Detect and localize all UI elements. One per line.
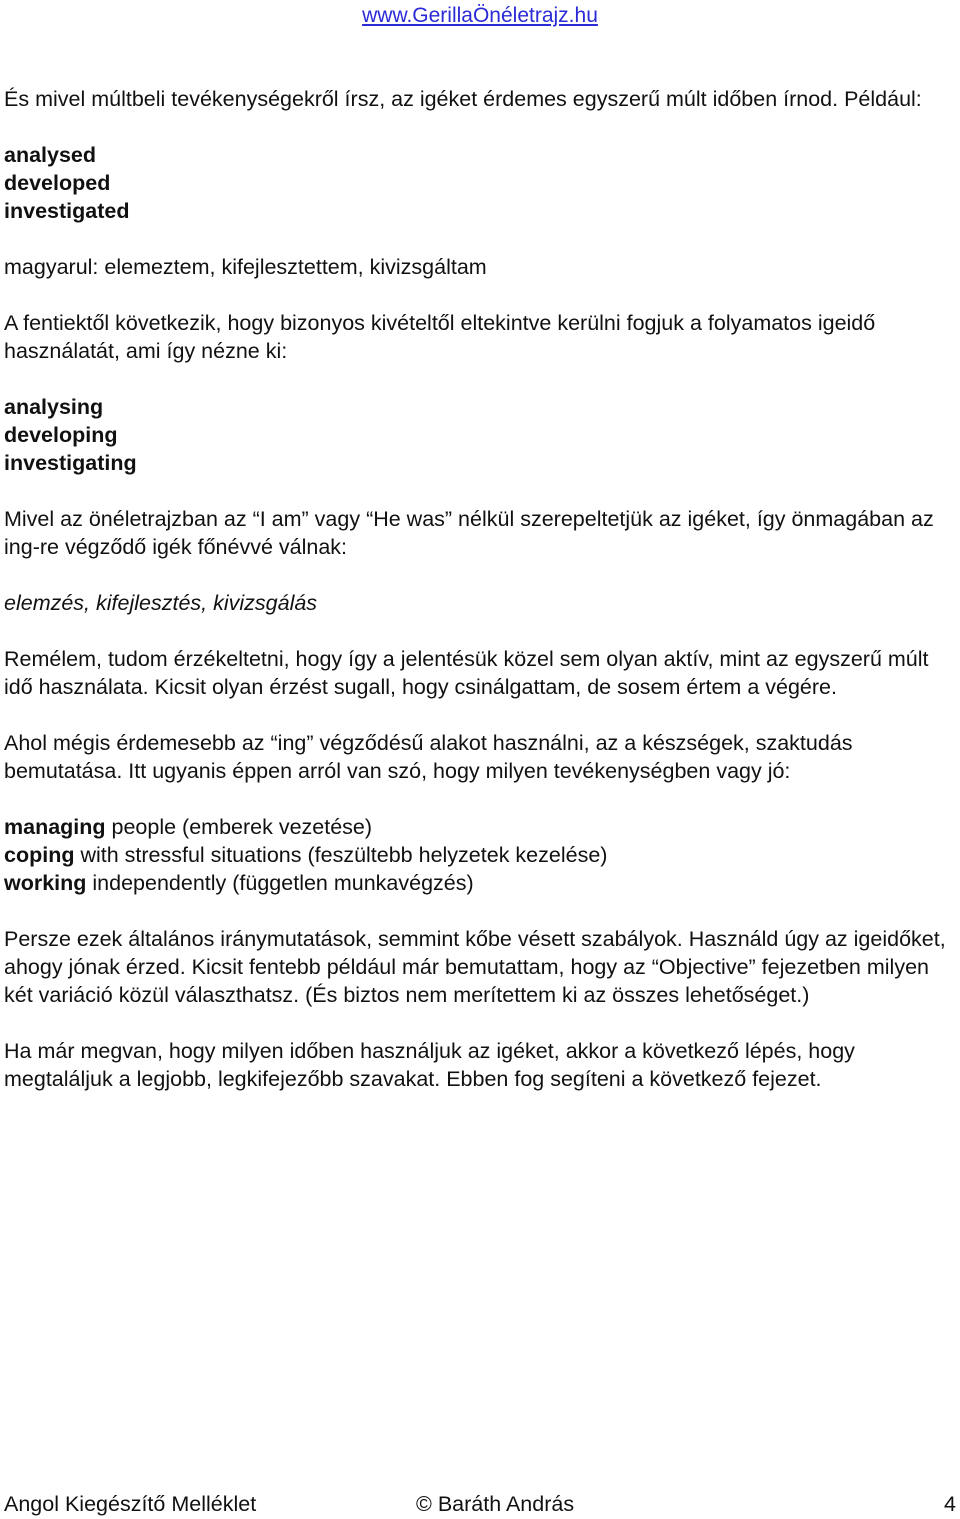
ing-verb-item: developing — [4, 423, 118, 447]
ing-verb-item: analysing — [4, 395, 104, 419]
skill-description: with stressful situations (feszültebb helyzetek kezelése) — [74, 843, 608, 867]
paragraph-hungarian-translation: magyarul: elemeztem, kifejlesztettem, kivizsgáltam — [4, 255, 487, 279]
footer-page-number: 4 — [944, 1492, 956, 1516]
skill-verb: working — [4, 871, 87, 895]
paragraph-meaning: Remélem, tudom érzékeltetni, hogy így a jelentésük közel sem olyan aktív, mint az egyszerű múlt idő használata. Kicsit olyan érzést sugall, hogy csinálgattam, de sosem értem a végére. — [4, 647, 929, 699]
page-footer — [4, 1489, 956, 1519]
skill-verb: managing — [4, 815, 106, 839]
footer-document-title: Angol Kiegészítő Melléklet — [4, 1492, 257, 1516]
paragraph-continuous-tense: A fentiektől következik, hogy bizonyos kivételtől eltekintve kerülni fogjuk a folyamatos igeidő használatát, ami így nézne ki: — [4, 311, 876, 363]
paragraph-noun-examples: elemzés, kifejlesztés, kivizsgálás — [4, 591, 318, 615]
skills-list — [4, 813, 950, 897]
paragraph-next-step: Ha már megvan, hogy milyen időben használjuk az igéket, akkor a következő lépés, hogy megtaláljuk a legjobb, legkifejezőbb szavakat. Ebben fog segíteni a következő fejezet. — [4, 1039, 855, 1091]
header-website-link[interactable]: www.GerillaÖnéletrajz.hu — [362, 4, 598, 27]
ing-verb-list — [4, 393, 950, 477]
paragraph-guidelines: Persze ezek általános iránymutatások, semmint kőbe vésett szabályok. Használd úgy az igeidőket, ahogy jónak érzed. Kicsit fentebb például már bemutattam, hogy az “Objective” fejezetben milyen két variáció közül választhatsz. (És biztos nem merítettem ki az összes lehetőséget.) — [4, 927, 946, 1007]
paragraph-ing-usage: Ahol mégis érdemesebb az “ing” végződésű alakot használni, az a készségek, szaktudás bemutatása. Itt ugyanis éppen arról van szó, hogy milyen tevékenységben vagy jó: — [4, 731, 853, 783]
past-verb-item: developed — [4, 171, 111, 195]
ing-verb-item: investigating — [4, 451, 137, 475]
page-content — [4, 85, 950, 1121]
paragraph-nouns-explanation: Mivel az önéletrajzban az “I am” vagy “He was” nélkül szerepeltetjük az igéket, így önmagában az ing-re végződő igék főnévvé válnak: — [4, 507, 934, 559]
past-verb-item: analysed — [4, 143, 97, 167]
paragraph-intro: És mivel múltbeli tevékenységekről írsz, az igéket érdemes egyszerű múlt időben írnod. Például: — [4, 87, 922, 111]
skill-verb: coping — [4, 843, 75, 867]
footer-copyright: © Baráth András — [416, 1492, 575, 1516]
past-verb-list — [4, 141, 950, 225]
skill-description: independently (független munkavégzés) — [86, 871, 474, 895]
past-verb-item: investigated — [4, 199, 130, 223]
skill-description: people (emberek vezetése) — [105, 815, 373, 839]
